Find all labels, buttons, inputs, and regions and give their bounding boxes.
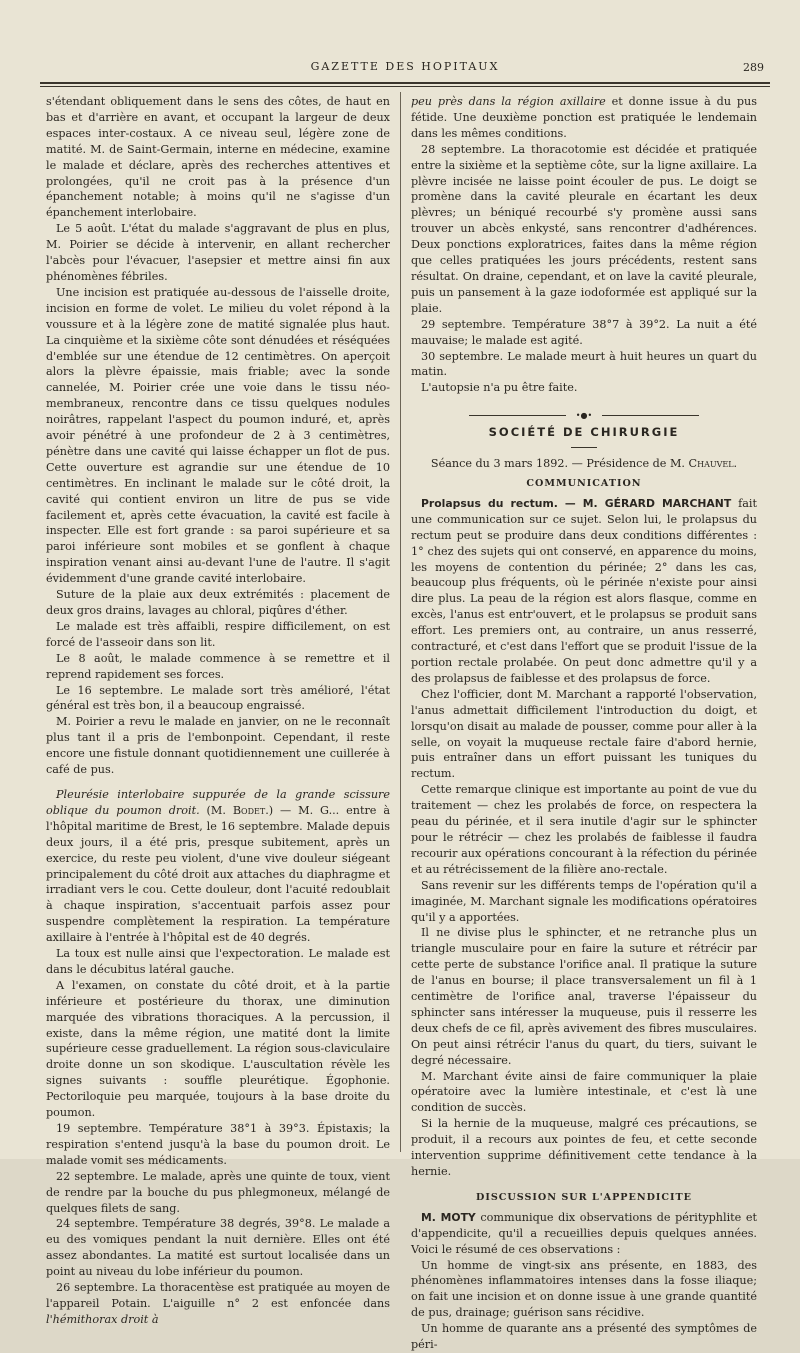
journal-title: GAZETTE DES HOPITAUX: [310, 60, 500, 73]
session-line: [411, 456, 757, 472]
paragraph: Sans revenir sur les différents temps de l'opération qu'il a imaginée, M. Marchant signale les modifications opératoires qu'il y a apportées.: [411, 878, 757, 924]
paragraph: [411, 1210, 757, 1258]
paragraph: Le 5 août. L'état du malade s'aggravant de plus en plus, M. Poirier se décide à intervenir, en allant rechercher l'abcès pour l'évacuer, l'asepsier et mettre ainsi fin aux phénomènes fébriles.: [46, 222, 390, 283]
paragraph-italic: peu près dans la région axillaire: [411, 95, 606, 108]
paragraph: 30 septembre. Le malade meurt à huit heures un quart du matin.: [411, 349, 757, 379]
paragraph: Le 8 août, le malade commence à se remettre et il reprend rapidement ses forces.: [46, 651, 390, 681]
paragraph: Chez l'officier, dont M. Marchant a rapporté l'observation, l'anus admettait difficilement l'introduction du doigt, et lorsqu'on disait au malade de pousser, comme pour aller à la selle, on voyait la muqueuse rectale faire d'abord hernie, puis entraîner dans un effort puissant les tuniques du rectum.: [411, 687, 757, 781]
paragraph: Un homme de vingt-six ans présente, en 1883, des phénomènes inflammatoires intenses dans la fosse iliaque; on fait une incision et on donne issue à une grande quantité de pus, drainage; guérison sans récidive.: [411, 1258, 757, 1320]
paragraph: 19 septembre. Température 38°1 à 39°3. Épistaxis; la respiration s'entend jusqu'à la base du poumon droit. Le malade vomit ses médicaments.: [46, 1122, 390, 1167]
paragraph: Une incision est pratiquée au-dessous de l'aisselle droite, incision en forme de volet. Le milieu du volet répond à la voussure et à la légère zone de matité signalée plus haut. La cinquième et la sixième côte sont dénudées et réséquées d'emblée sur une étendue de 12 centimètres. On aperçoit alors la plèvre épaissie, mais friable; avec la sonde cannelée, M. Poirier crée une voie dans le tissu néo-membraneux, rencontre dans ce tissu quelques nodules noirâtres, rappelant l'aspect du poumon induré, et, après avoir pénétré à une profondeur de 2 à 3 centimètres, pénètre dans une cavité qui laisse échapper un flot de pus. Cette ouverture est agrandie sur une étendue de 10 centimètres. En inclinant le malade sur le côté droit, la cavité qui contient environ un litre de pus se vide facilement et, après cette évacuation, la cavité est facile à inspecter. Elle est fort grande : sa paroi supérieure et sa paroi inférieure sont mobiles et se gonflent à chaque inspiration venant ainsi au-devant l'une de l'autre. Il s'agit évidemment d'une grande cavité interlobaire.: [46, 285, 390, 586]
subsection-heading: DISCUSSION SUR L'APPENDICITE: [476, 1191, 692, 1203]
paragraph: Cette remarque clinique est importante au point de vue du traitement — chez les prolabés de force, on respectera la peau du périnée, et il sera inutile d'agir sur le sphincter pour le rétrécir — chez les prolabés de faiblesse il faudra recourir aux opérations concourant à la réfection du périnée et au rétrécissement de la filière ano-rectale.: [411, 783, 757, 876]
paragraph: 22 septembre. Le malade, après une quinte de toux, vient de rendre par la bouche du pus phlegmoneux, mélangé de quelques filets de sang.: [46, 1169, 390, 1215]
paragraph: La toux est nulle ainsi que l'expectoration. Le malade est dans le décubitus latéral gauche.: [46, 947, 390, 976]
subsection-heading: COMMUNICATION: [526, 478, 642, 490]
paragraph: [411, 94, 757, 142]
paragraph: M. Poirier a revu le malade en janvier, on ne le reconnaît plus tant il a pris de l'embonpoint. Cependant, il reste encore une fistule donnant quotidiennement une cuillerée à café de pus.: [46, 715, 390, 777]
paragraph-italic: l'hémithorax droit à: [46, 1312, 159, 1326]
paragraph: A l'examen, on constate du côté droit, et à la partie inférieure et postérieure du thorax, une diminution marquée des vibrations thoraciques. A la percussion, il existe, dans la même région, une matité dont la limite supérieure cesse graduellement. La région sous-claviculaire droite donne un son skodique. L'auscultation révèle les signes suivants : souffle pleurétique. Égophonie. Pectoriloquie peu marquée, toujours à la base droite du poumon.: [46, 978, 390, 1120]
heading-rule: [571, 447, 597, 448]
paragraph: 24 septembre. Température 38 degrés, 39°8. Le malade a eu des vomiques pendant la nuit dernière. Elles ont été assez abondantes. La matité est surtout localisée dans un point au niveau du lobe inférieur du poumon.: [46, 1217, 390, 1279]
paragraph-text: fait une communication sur ce sujet. Selon lui, le prolapsus du rectum peut se produire dans deux conditions différentes : 1° chez des sujets qui ont conservé, en apparence du moins, les moyens de contention du périnée; 2° dans les cas, beaucoup plus fréquents, où le périnée n'existe pour ainsi dire plus. La peau de la région est alors flasque, comme en excès, l'anus est entr'ouvert, et le prolapsus se produit sans effort. Les premiers ont, au contraire, un anus resserré, contracturé, et c'est dans l'effort que se produit l'issue de la portion rectale prolabée. On peut donc admettre qu'il y a des prolapsus de faiblesse et des prolapsus de force.: [411, 496, 757, 685]
section-separator: •●•: [469, 412, 699, 419]
paragraph-text: 26 septembre. La thoracentèse est pratiquée au moyen de l'appareil Potain. L'aiguille n° 2 est enfoncée dans: [46, 1281, 390, 1310]
paragraph: L'autopsie n'a pu être faite.: [421, 381, 578, 395]
case-author: (M. Bodet.): [206, 803, 274, 817]
paragraph: [46, 1280, 390, 1328]
paragraph: Si la hernie de la muqueuse, malgré ces précautions, se produit, il a recours aux pointes de feu, et cette seconde intervention supprime définitivement cette tendance à la hernie.: [411, 1117, 757, 1178]
header-rule-thin: [40, 86, 770, 87]
paragraph: Il ne divise plus le sphincter, et ne retranche plus un triangle musculaire pour en faire la suture et rétrécir par cette perte de substance l'orifice anal. Il pratique la suture de l'anus en bourse; il place transversalement un fil à 1 centimètre de l'orifice anal, traverse l'épaisseur du sphincter sans intéresser la muqueuse, puis il resserre les deux chefs de ce fil, après avivement des fibres musculaires. On peut ainsi rétrécir l'anus du quart, du tiers, suivant le degré nécessaire.: [411, 926, 757, 1067]
section-heading: SOCIÉTÉ DE CHIRURGIE: [488, 425, 680, 440]
paragraph: 29 septembre. Température 38°7 à 39°2. La nuit a été mauvaise; le malade est agité.: [411, 317, 757, 347]
page-number: 289: [743, 61, 764, 74]
president-name: Chauvel.: [688, 457, 738, 471]
paragraph: 28 septembre. La thoracotomie est décidée et pratiquée entre la sixième et la septième côte, sur la ligne axillaire. La plèvre incisée ne laisse point écouler de pus. Le doigt se promène dans la cavité pleurale en écartant les deux plèvres; un béniqué recourbé s'y promène aussi sans trouver un abcès enkysté, sans rencontrer d'adhérences. Deux ponctions exploratrices, faites dans la même région que celles pratiquées les jours précédents, restent sans résultat. On draine, cependant, et on lave la cavité pleurale, puis un pansement à la gaze iodoformée est appliqué sur la plaie.: [411, 142, 757, 315]
paragraph: [411, 496, 757, 687]
paragraph: M. Marchant évite ainsi de faire communiquer la plaie opératoire avec la lumière intestinale, et c'est là une condition de succès.: [411, 1069, 757, 1115]
paragraph: Le malade est très affaibli, respire difficilement, on est forcé de l'asseoir dans son lit.: [46, 619, 390, 649]
case-title: Pleurésie interlobaire suppurée de la grande scissure oblique du poumon droit.: [46, 787, 390, 817]
page-header: [40, 60, 770, 82]
paragraph-text: communique dix observations de pérityphlite et d'appendicite, qu'il a recueillies depuis quelques années. Voici le résumé de ces observations :: [411, 1210, 758, 1256]
case-report-paragraph: [46, 787, 390, 946]
case-text: — M. G... entre à l'hôpital maritime de Brest, le 16 septembre. Malade depuis deux jours, il a été pris, presque subitement, après un exercice, du reste peu violent, d'une vive douleur siégeant principalement du côté droit aux attaches du diaphragme et irradiant vers le cou. Cette douleur, dont l'acuité redoublait à chaque inspiration, s'accentuait parfois assez pour suspendre complètement la respiration. La température axillaire à l'entrée à l'hôpital est de 40 degrés.: [46, 803, 390, 945]
paragraph: Le 16 septembre. Le malade sort très amélioré, l'état général est très bon, il a beaucoup engraissé.: [46, 683, 390, 713]
communication-title: Prolapsus du rectum. — M. GÉRARD MARCHANT: [421, 496, 732, 510]
left-column: [46, 94, 390, 1328]
column-divider: [400, 92, 401, 1152]
paragraph: Un homme de quarante ans a présenté des symptômes de péri-: [411, 1322, 757, 1352]
paragraph: Suture de la plaie aux deux extrémités : placement de deux gros drains, lavages au chloral, piqûres d'éther.: [46, 588, 390, 617]
speaker-name: M. MOTY: [421, 1210, 476, 1224]
header-rule: [40, 82, 770, 84]
session-text: Séance du 3 mars 1892. — Présidence de M.: [430, 457, 689, 471]
paragraph-text: et donne issue à du pus fétide. Une deuxième ponction est pratiquée le lendemain dans les mêmes conditions.: [411, 95, 757, 140]
right-column: [411, 94, 757, 1353]
paragraph: s'étendant obliquement dans le sens des côtes, de haut en bas et d'arrière en avant, et occupant la largeur de deux espaces inter-costaux. A ce niveau seul, légère zone de matité. M. de Saint-Germain, interne en médecine, examine le malade et déclare, après des recherches attentives et prolongées, qu'il ne croit pas à la présence d'un épanchement notable; à moins qu'il ne s'agisse d'un épanchement interlobaire.: [46, 95, 390, 220]
